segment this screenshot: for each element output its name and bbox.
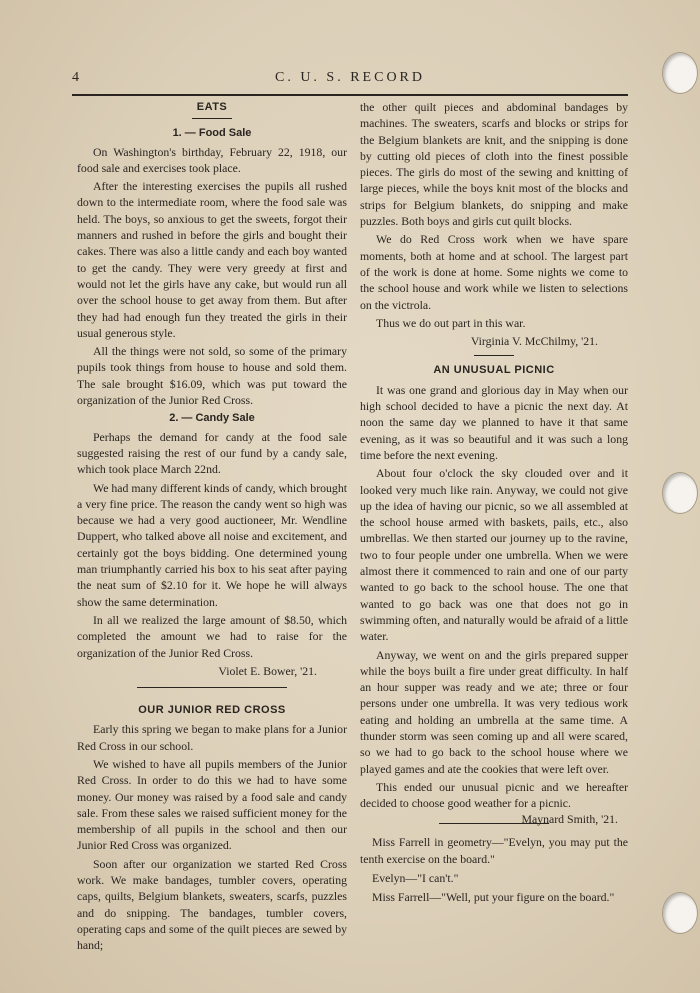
punch-hole bbox=[662, 472, 698, 514]
divider bbox=[192, 118, 232, 119]
candy-sale-subheading: 2. — Candy Sale bbox=[169, 412, 255, 425]
divider bbox=[474, 355, 514, 356]
anecdote-line: Miss Farrell in geometry—"Evelyn, you may put the tenth exercise on the board." bbox=[360, 835, 628, 866]
red-cross-heading: OUR JUNIOR RED CROSS bbox=[138, 704, 286, 717]
paragraph: All the things were not sold, so some of the primary pupils took things from house to house and sold them. The sale brought $16.09, which was put toward the organization of the Junior Red Cross. bbox=[77, 344, 347, 408]
left-column bbox=[77, 99, 347, 956]
paragraph: We do Red Cross work when we have spare moments, both at home and at school. The largest part of the work is done at home. Some nights we come to the school house and work while we listen to selections on the victrola. bbox=[360, 232, 628, 312]
page-number: 4 bbox=[72, 70, 80, 85]
signature: Maynard Smith, '21. bbox=[521, 812, 618, 827]
paragraph: We wished to have all pupils members of the Junior Red Cross. In order to do this we had to have some money. Our money was raised by a food sale and candy sale. From these sales we raised sufficient money for the membership of all pupils in the school and then our Junior Red Cross was organized. bbox=[77, 756, 347, 853]
anecdote-line: Miss Farrell—"Well, put your figure on the board." bbox=[372, 890, 615, 905]
paragraph: On Washington's birthday, February 22, 1918, our food sale and exercises took place. bbox=[77, 144, 347, 175]
paragraph: Thus we do out part in this war. bbox=[376, 315, 526, 330]
paragraph: Early this spring we began to make plans for a Junior Red Cross in our school. bbox=[77, 722, 347, 753]
publication-title: C. U. S. RECORD bbox=[274, 70, 426, 85]
anecdote-line: Evelyn—"I can't." bbox=[372, 871, 459, 886]
paragraph: About four o'clock the sky clouded over and it looked very much like rain. Anyway, we could not give up the idea of having our picnic, so we all assembled at the school house armed with baskets, pails, etc., also umbrellas. We then started our journey up to the ravine, two to four people under one umbrella. When we were almost there it commenced to rain and one of our party wanted to go back to the school house. The one that wanted to go back was one that does not go in swimming often, and naturally would be afraid of a little water. bbox=[360, 466, 628, 644]
paragraph: In all we realized the large amount of $8.50, which completed the amount we had to raise for the organization of the Junior Red Cross. bbox=[77, 612, 347, 660]
signature: Violet E. Bower, '21. bbox=[218, 663, 317, 678]
anecdote bbox=[360, 834, 628, 905]
right-column bbox=[360, 99, 628, 909]
header-rule bbox=[72, 94, 628, 96]
paragraph-continued: the other quilt pieces and abdominal bandages by machines. The sweaters, scarfs and blocks or strips for the Belgium blankets are knit, and the snipping is done by cutting old pieces of cloth into the finest possible pieces. The girls do most of the sewing and knitting of large pieces, while the boys knit most of the blocks and strips for Belgium blankets, do snipping and make puzzles. Both boys and girls cut quilt blocks. bbox=[360, 100, 628, 229]
signature: Virginia V. McChilmy, '21. bbox=[470, 334, 598, 349]
paragraph: Soon after our organization we started Red Cross work. We make bandages, tumbler covers, operating caps, quilts, Belgium blankets, sweaters, scarfs, puzzles and do snipping. The bandages, tumbler covers, operating caps and some of the quilt pieces are sewed by hand; bbox=[77, 856, 347, 953]
punch-hole bbox=[662, 892, 698, 934]
paragraph: Anyway, we went on and the girls prepared supper while the boys built a fire under great difficulty. In half an hour supper was ready and we ate; three or four persons under one umbrella. It was very tedious work eating and holding an umbrella at the same time. A thunder storm was seen coming up and all were scared, so we had to go back to the school house where we played games and ate the cookies that were left over. bbox=[360, 647, 628, 776]
paragraph: Perhaps the demand for candy at the food sale suggested raising the rest of our fund by a candy sale, which took place March 22nd. bbox=[77, 429, 347, 477]
eats-heading: EATS bbox=[196, 101, 228, 113]
picnic-heading: AN UNUSUAL PICNIC bbox=[433, 364, 555, 377]
divider bbox=[137, 687, 287, 688]
paragraph-text: This ended our unusual picnic and we hereafter decided to choose good weather for a picnic. bbox=[360, 779, 628, 811]
paragraph-final bbox=[360, 779, 628, 827]
paragraph: We had many different kinds of candy, which brought a very fine price. The reason the candy went so high was because we had a very good auctioneer, Mr. Wendline Duppert, who talked above all noise and excitement, and certainly got the boys bidding. One determined young man triumphantly carried his box to his seat after paying the neat sum of $2.10 for it. We hope he will always show the same determination. bbox=[77, 480, 347, 609]
punch-hole bbox=[662, 52, 698, 94]
paragraph: After the interesting exercises the pupils all rushed down to the intermediate room, where the food sale was held. The boys, so anxious to get the sweets, forgot their manners and rushed in before the girls and bought their cakes. There was also a little candy and each boy wanted to get the candy. They were very greedy at first and would not let the girls have any cake, but would run all over the school house to get away from them. But after they had had enough fun they treated the girls in their usual generous style. bbox=[77, 179, 347, 340]
page-header bbox=[72, 70, 628, 90]
paragraph: It was one grand and glorious day in May when our high school decided to have a picnic the next day. At noon the same day we planned to have it that same evening, as it was so beautiful and it was such a long time before the next evening. bbox=[360, 382, 628, 462]
food-sale-subheading: 1. — Food Sale bbox=[172, 127, 252, 140]
